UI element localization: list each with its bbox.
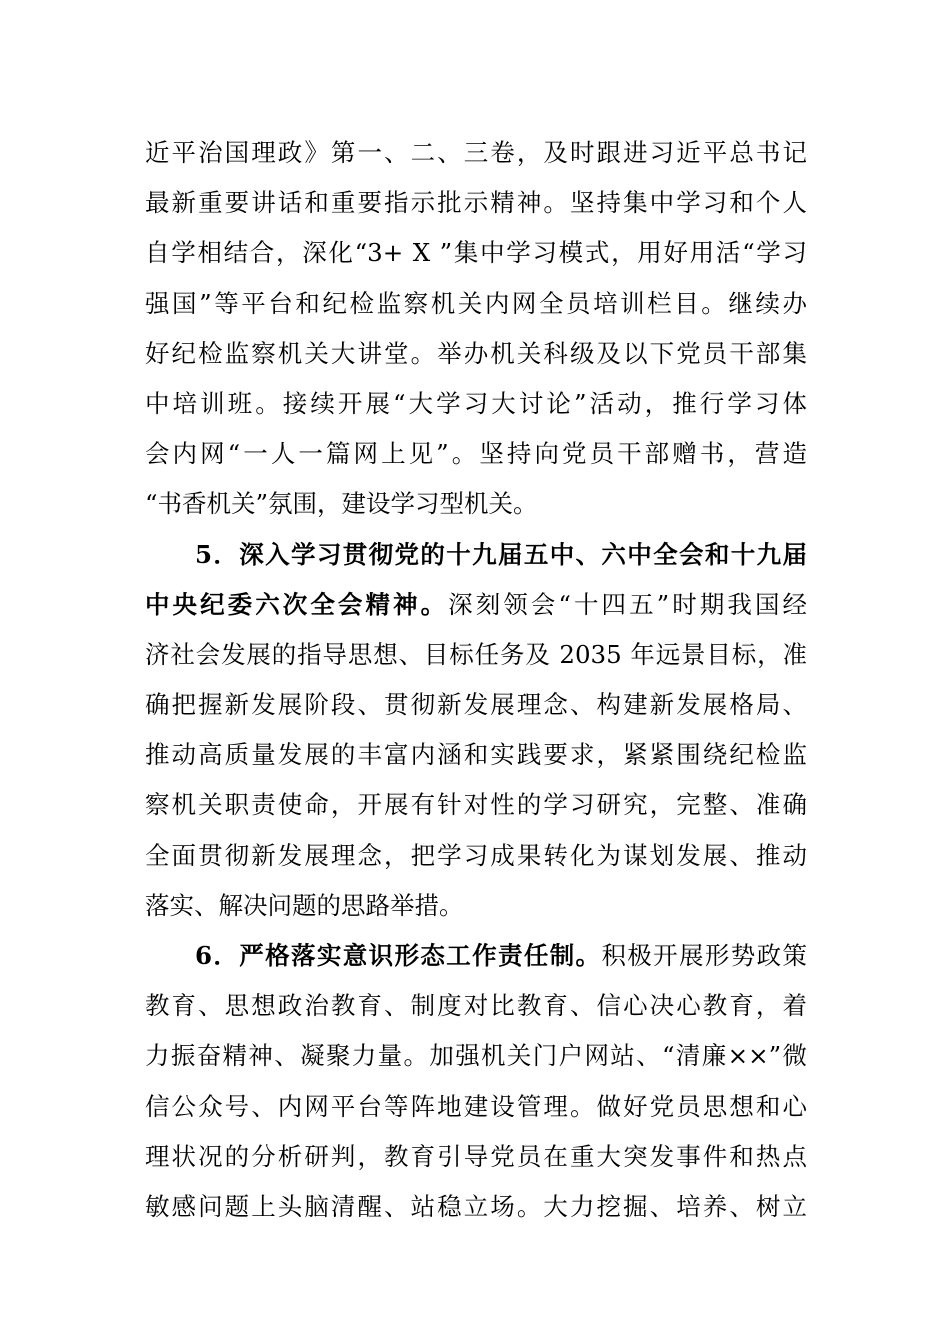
text-line: “书香机关”氛围，建设学习型机关。 [145, 489, 538, 519]
text-line: 会内网“一人一篇网上见”。坚持向党员干部赠书，营造 [145, 439, 807, 469]
item-5-heading: 5．深入学习贯彻党的十九届五中、六中全会和十九届 [195, 539, 807, 569]
text-line: 自学相结合，深化“3+ X ”集中学习模式，用好用活“学习 [145, 238, 807, 268]
text-line: 推动高质量发展的丰富内涵和实践要求，紧紧围绕纪检监 [145, 740, 807, 770]
text-line [145, 931, 807, 981]
paragraph-item-5 [145, 530, 807, 932]
text-line [145, 530, 807, 580]
text-line: 中培训班。接续开展“大学习大讨论”活动，推行学习体 [145, 388, 807, 418]
text-line: 察机关职责使命，开展有针对性的学习研究，完整、准确 [145, 790, 807, 820]
text-line: 敏感问题上头脑清醒、站稳立场。大力挖掘、培养、树立 [145, 1191, 807, 1221]
text-line: 理状况的分析研判，教育引导党员在重大突发事件和热点 [145, 1141, 807, 1171]
text-line: 强国”等平台和纪检监察机关内网全员培训栏目。继续办 [145, 288, 807, 318]
text-line: 教育、思想政治教育、制度对比教育、信心决心教育，着 [145, 991, 807, 1021]
text-line: 落实、解决问题的思路举措。 [145, 890, 464, 920]
text-line [145, 580, 807, 630]
text-line: 近平治国理政》第一、二、三卷，及时跟进习近平总书记 [145, 138, 807, 167]
text-run: 深刻领会“十四五”时期我国经 [448, 589, 807, 619]
paragraph-1 [145, 128, 807, 530]
text-line: 好纪检监察机关大讲堂。举办机关科级及以下党员干部集 [145, 338, 807, 368]
text-line: 信公众号、内网平台等阵地建设管理。做好党员思想和心 [145, 1091, 807, 1121]
text-line: 确把握新发展阶段、贯彻新发展理念、构建新发展格局、 [145, 690, 807, 720]
text-line: 济社会发展的指导思想、目标任务及 2035 年远景目标，准 [145, 639, 807, 669]
text-line: 最新重要讲话和重要指示批示精神。坚持集中学习和个人 [145, 188, 807, 218]
paragraph-item-6 [145, 931, 807, 1232]
text-line: 全面贯彻新发展理念，把学习成果转化为谋划发展、推动 [145, 840, 807, 870]
text-run: 积极开展形势政策 [601, 941, 808, 970]
text-line: 力振奋精神、凝聚力量。加强机关门户网站、“清廉××”微 [145, 1041, 807, 1071]
document-page [145, 128, 807, 1232]
item-5-heading-end: 中央纪委六次全会精神。 [145, 589, 449, 619]
item-6-heading: 6．严格落实意识形态工作责任制。 [195, 941, 602, 970]
